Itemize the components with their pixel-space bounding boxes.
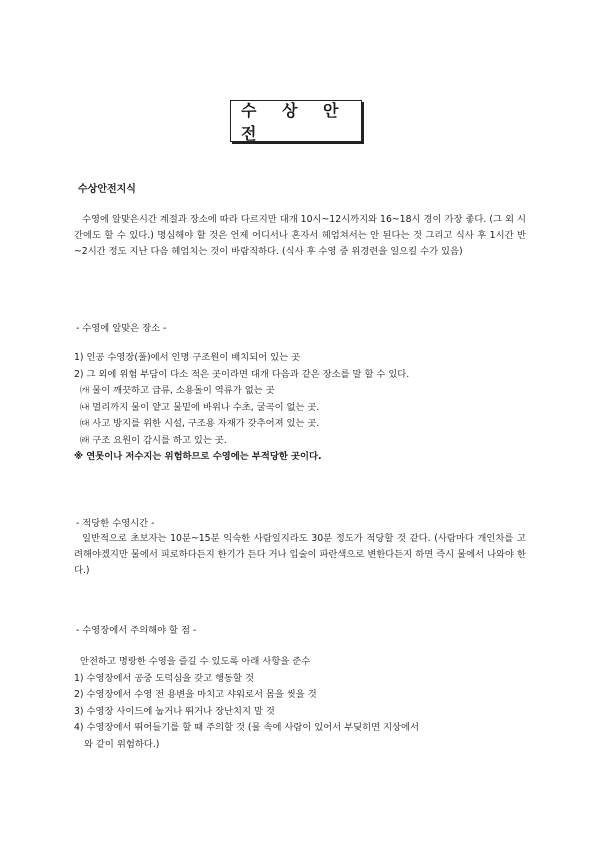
list-item: 1) 수영장에서 공중 도덕심을 갖고 행동할 것 xyxy=(74,672,254,684)
list-item: 3) 수영장 사이드에 눕거나 뛰거나 장난치지 말 것 xyxy=(74,705,275,717)
caution-list xyxy=(74,654,529,753)
list-item: ㈏ 멀리까지 물이 얕고 물밑에 바위나 수초, 굴곡이 없는 곳. xyxy=(80,401,320,413)
place-list xyxy=(74,350,529,466)
list-item-continued: 와 같이 위험하다.) xyxy=(84,738,160,750)
intro-paragraph: 수영에 알맞은시간 계절과 장소에 따라 다르지만 대개 10시~12시까지와 16~18시 경이 가장 좋다. (그 외 시간에도 할 수 있다.) 명심해야 할 것은 언제 어디서나 혼자서 헤엄쳐서는 안 된다는 것 그리고 식사 후 1시간 반~2시간 정도 지난 다음 헤엄치는 것이 바람직하다. (식사 후 수영 중 위경련을 일으킬 수가 있음) xyxy=(74,214,526,257)
caution-heading: - 수영장에서 주의해야 할 점 - xyxy=(76,625,197,636)
section-title: 수상안전지식 xyxy=(78,184,136,195)
page-title-text: 수 상 안 전 xyxy=(241,101,349,143)
page-title xyxy=(230,100,362,142)
warning-note: ※ 연못이나 저수지는 위험하므로 수영에는 부적당한 곳이다. xyxy=(74,451,322,462)
list-item: 2) 수영장에서 수영 전 용변을 마치고 샤워로서 몸을 씻을 것 xyxy=(74,689,317,700)
list-item: 2) 그 외에 위험 부담이 다소 적은 곳이라면 대개 다음과 같은 장소를 말 할 수 있다. xyxy=(74,368,410,380)
time-heading: - 적당한 수영시간 - xyxy=(76,518,155,529)
list-item: 4) 수영장에서 뛰어들기를 할 때 주의할 것 (물 속에 사람이 있어서 부딪히면 지상에서 xyxy=(74,722,419,733)
list-item: 1) 인공 수영장(풀)에서 인명 구조원이 배치되어 있는 곳 xyxy=(74,352,301,363)
list-item: ㈎ 물이 깨끗하고 급류, 소용돌이 역류가 없는 곳 xyxy=(80,385,275,396)
list-item: ㈑ 구조 요원이 감시를 하고 있는 곳. xyxy=(80,434,227,446)
place-heading: - 수영에 알맞은 장소 - xyxy=(76,323,167,334)
caution-intro: 안전하고 명랑한 수영을 즐길 수 있도록 아래 사항을 준수 xyxy=(80,656,311,667)
list-item: ㈐ 사고 방지를 위한 시설, 구조용 자재가 갖추어져 있는 곳. xyxy=(80,418,320,429)
time-paragraph: 일반적으로 초보자는 10분~15분 익숙한 사람일지라도 30분 정도가 적당할 것 같다. (사람마다 개인차를 고려해야겠지만 물에서 피로하다든지 한기가 든다 거나 입술이 파란색으로 변한다든지 하면 즉시 물에서 나와야 한다.) xyxy=(74,533,526,576)
